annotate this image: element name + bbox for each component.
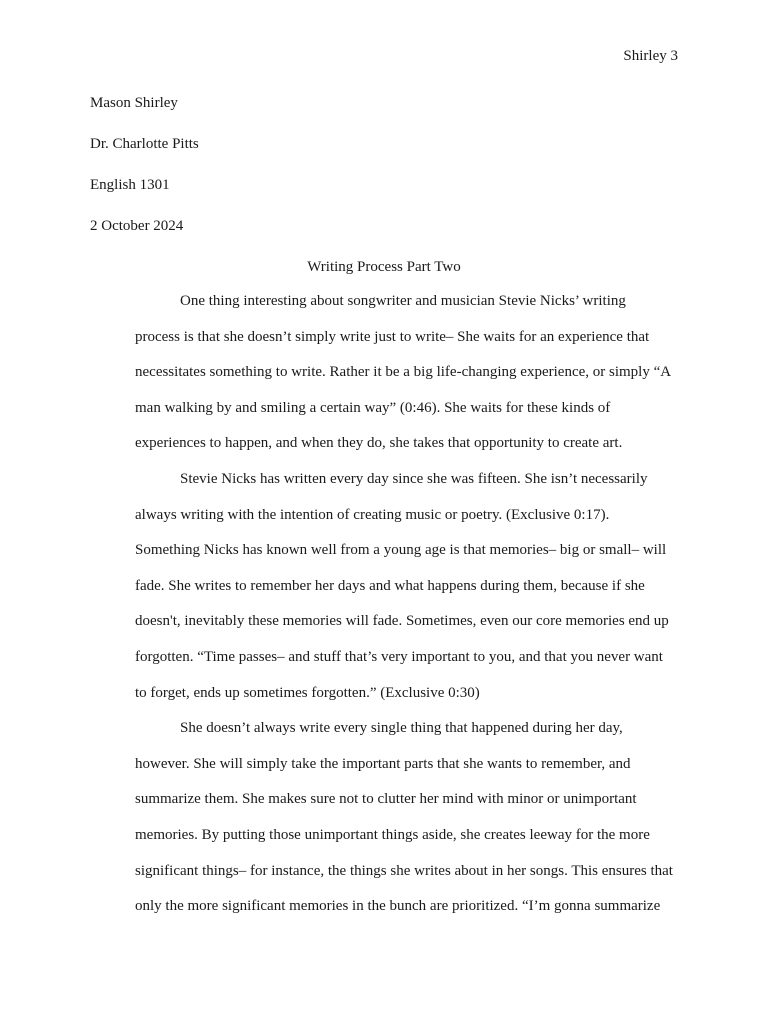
- instructor-name: Dr. Charlotte Pitts: [90, 136, 199, 152]
- paragraph-1-line: experiences to happen, and when they do, she takes that opportunity to create art.: [135, 435, 623, 452]
- paragraph-2-line: doesn't, inevitably these memories will fade. Sometimes, even our core memories end up: [135, 613, 669, 630]
- paragraph-2-line: Stevie Nicks has written every day since she was fifteen. She isn’t necessarily: [180, 470, 648, 487]
- paragraph-3-line: summarize them. She makes sure not to clutter her mind with minor or unimportant: [135, 791, 637, 808]
- paragraph-2-line: forgotten. “Time passes– and stuff that’s very important to you, and that you never want: [135, 648, 663, 665]
- essay-body: [135, 284, 680, 925]
- paragraph-3-line: significant things– for instance, the things she writes about in her songs. This ensures that: [135, 862, 673, 879]
- paragraph-3-line: She doesn’t always write every single thing that happened during her day,: [180, 720, 623, 737]
- running-header: Shirley 3: [623, 48, 678, 64]
- paragraph-3-line: only the more significant memories in the bunch are prioritized. “I’m gonna summarize: [135, 898, 661, 915]
- paragraph-3-line: memories. By putting those unimportant things aside, she creates leeway for the more: [135, 826, 650, 843]
- paragraph-2-line: Something Nicks has known well from a young age is that memories– big or small– will: [135, 542, 667, 559]
- paragraph-2-line: fade. She writes to remember her days and what happens during them, because if she: [135, 577, 645, 594]
- paragraph-2-line: always writing with the intention of creating music or poetry. (Exclusive 0:17).: [135, 506, 610, 523]
- date: 2 October 2024: [90, 218, 184, 234]
- paragraph-1-line: necessitates something to write. Rather it be a big life-changing experience, or simply “A: [135, 364, 672, 381]
- essay-title: Writing Process Part Two: [307, 259, 461, 275]
- paragraph-3-line: however. She will simply take the important parts that she wants to remember, and: [135, 755, 631, 772]
- paragraph-1-line: man walking by and smiling a certain way” (0:46). She waits for these kinds of: [135, 399, 611, 416]
- mla-heading: [90, 93, 199, 257]
- student-name: Mason Shirley: [90, 95, 178, 111]
- paragraph-2-line: to forget, ends up sometimes forgotten.” (Exclusive 0:30): [135, 684, 480, 701]
- paragraph-1-line: One thing interesting about songwriter and musician Stevie Nicks’ writing: [180, 293, 626, 309]
- paragraph-1-line: process is that she doesn’t simply write just to write– She waits for an experience that: [135, 328, 650, 345]
- course-name: English 1301: [90, 177, 170, 193]
